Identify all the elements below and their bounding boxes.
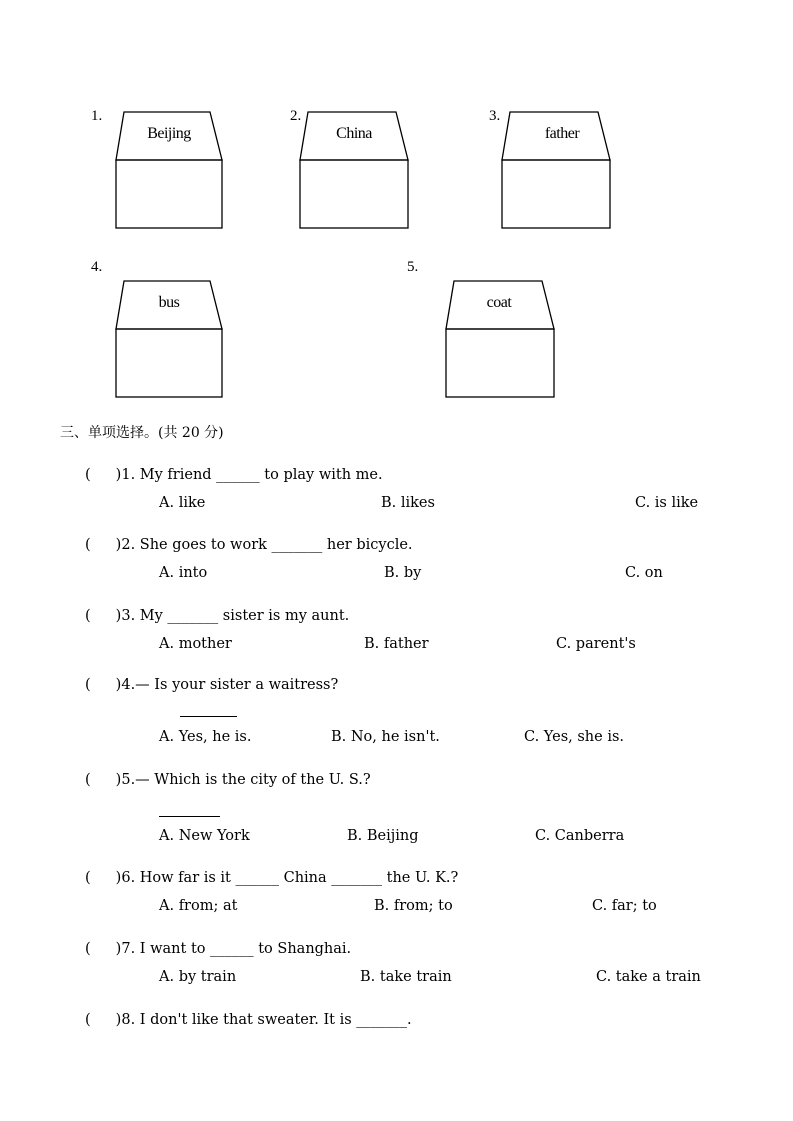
answer-paren-close: )	[115, 537, 122, 553]
house-number-1: 1.	[91, 108, 103, 124]
question-6	[85, 870, 458, 886]
question-text: 7. I want to ______ to Shanghai.	[121, 941, 352, 957]
answer-paren-close: )	[115, 1012, 122, 1028]
question-text: 2. She goes to work _______ her bicycle.	[121, 537, 413, 553]
option-c[interactable]: C. Canberra	[535, 828, 625, 844]
word-house-5	[444, 279, 554, 399]
answer-paren-open[interactable]: (	[85, 467, 91, 483]
option-c[interactable]: C. is like	[635, 495, 699, 511]
answer-paren-close: )	[115, 772, 122, 788]
house-word: coat	[486, 294, 512, 311]
option-b[interactable]: B. likes	[381, 495, 435, 511]
answer-paren-open[interactable]: (	[85, 941, 91, 957]
house-number-2: 2.	[290, 108, 302, 124]
option-c[interactable]: C. parent's	[556, 636, 636, 652]
option-b[interactable]: B. Beijing	[347, 828, 419, 844]
question-text: 1. My friend ______ to play with me.	[121, 467, 383, 483]
house-number-5: 5.	[407, 259, 419, 275]
question-text: 6. How far is it ______ China _______ the U. K.?	[121, 870, 459, 886]
answer-paren-close: )	[115, 870, 122, 886]
question-5	[85, 772, 371, 788]
option-a[interactable]: A. by train	[159, 969, 237, 985]
question-1	[85, 467, 383, 483]
answer-paren-close: )	[115, 677, 122, 693]
answer-paren-open[interactable]: (	[85, 608, 91, 624]
answer-blank-line[interactable]	[159, 816, 220, 817]
question-2	[85, 537, 413, 553]
question-8	[85, 1012, 412, 1028]
word-house-4	[114, 279, 224, 399]
option-b[interactable]: B. take train	[360, 969, 452, 985]
option-c[interactable]: C. far; to	[592, 898, 657, 914]
house-number-4: 4.	[91, 259, 103, 275]
option-a[interactable]: A. New York	[159, 828, 250, 844]
option-c[interactable]: C. Yes, she is.	[524, 729, 625, 745]
option-b[interactable]: B. No, he isn't.	[331, 729, 440, 745]
answer-paren-open[interactable]: (	[85, 772, 91, 788]
answer-paren-open[interactable]: (	[85, 537, 91, 553]
question-3	[85, 608, 349, 624]
option-c[interactable]: C. on	[625, 565, 663, 581]
answer-paren-close: )	[115, 467, 122, 483]
answer-blank-line[interactable]	[180, 716, 237, 717]
answer-paren-open[interactable]: (	[85, 870, 91, 886]
question-7	[85, 941, 351, 957]
option-a[interactable]: A. Yes, he is.	[159, 729, 252, 745]
house-number-3: 3.	[489, 108, 501, 124]
option-c[interactable]: C. take a train	[596, 969, 701, 985]
section-title: 三、单项选择。(共 20 分)	[60, 425, 224, 441]
question-text: 8. I don't like that sweater. It is _______.	[121, 1012, 412, 1028]
option-b[interactable]: B. father	[364, 636, 429, 652]
answer-paren-close: )	[115, 941, 122, 957]
question-text: 4.— Is your sister a waitress?	[121, 677, 339, 693]
house-word: Beijing	[147, 125, 191, 142]
option-a[interactable]: A. mother	[159, 636, 232, 652]
option-a[interactable]: A. from; at	[159, 898, 238, 914]
house-word: China	[336, 125, 372, 142]
answer-paren-close: )	[115, 608, 122, 624]
question-text: 5.— Which is the city of the U. S.?	[121, 772, 371, 788]
word-house-3	[500, 110, 610, 230]
answer-paren-open[interactable]: (	[85, 677, 91, 693]
house-word: bus	[158, 294, 180, 311]
option-a[interactable]: A. into	[159, 565, 208, 581]
option-b[interactable]: B. by	[384, 565, 422, 581]
option-b[interactable]: B. from; to	[374, 898, 453, 914]
answer-paren-open[interactable]: (	[85, 1012, 91, 1028]
house-word: father	[544, 125, 580, 142]
word-house-1	[114, 110, 224, 230]
question-text: 3. My _______ sister is my aunt.	[121, 608, 350, 624]
word-house-2	[298, 110, 408, 230]
question-4	[85, 677, 338, 693]
option-a[interactable]: A. like	[159, 495, 206, 511]
